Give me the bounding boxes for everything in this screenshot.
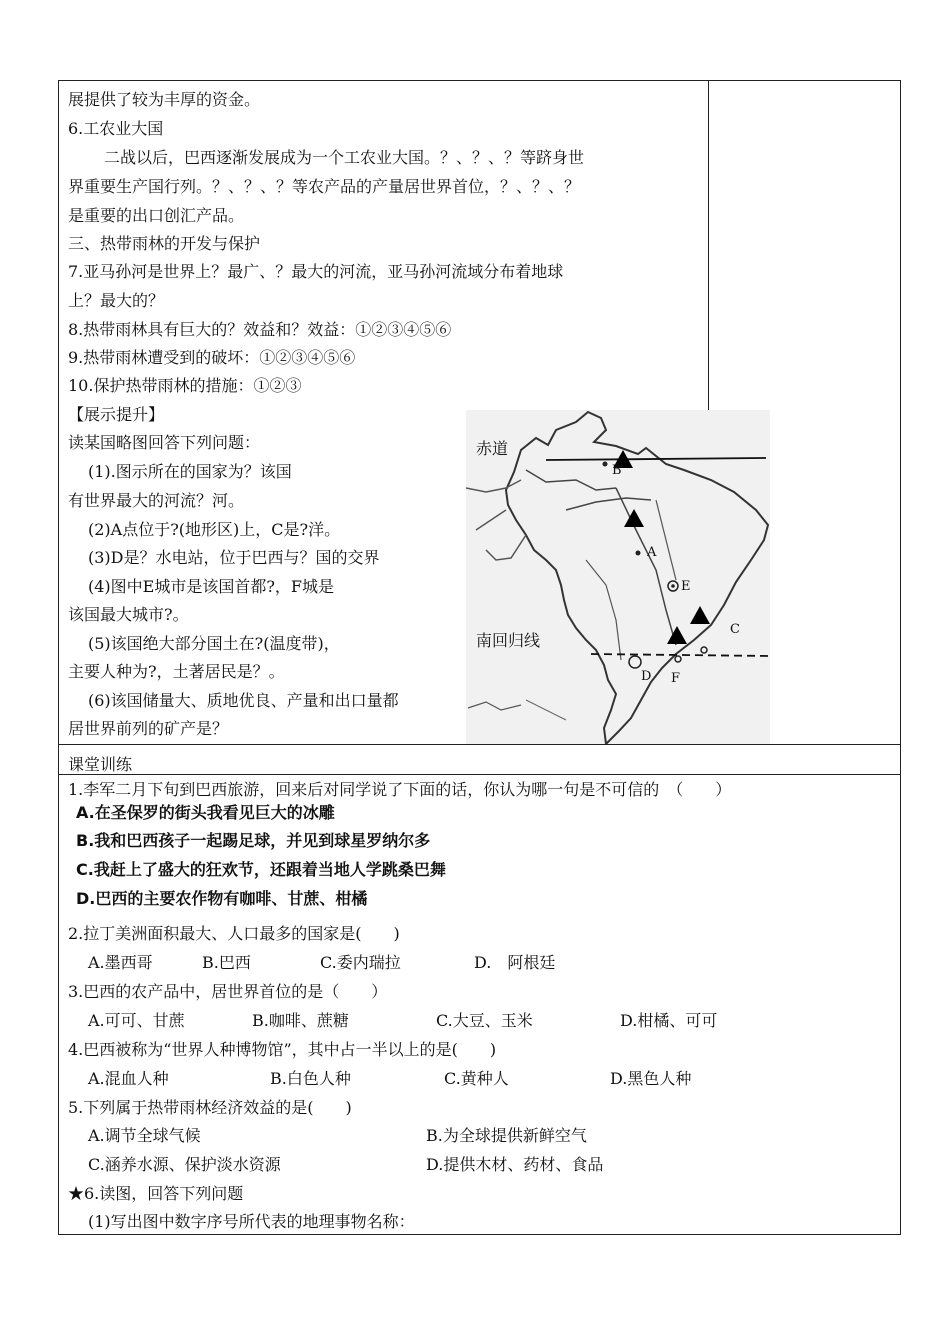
sub-question-2: (2)A点位于?(地形区)上，C是?洋。	[88, 520, 341, 539]
option-5d: D.提供木材、药材、食品	[426, 1155, 604, 1174]
option-1c: C.我赶上了盛大的狂欢节，还跟着当地人学跳桑巴舞	[76, 860, 446, 879]
option-1d: D.巴西的主要农作物有咖啡、甘蔗、柑橘	[76, 889, 368, 908]
map-label-c: C	[730, 622, 740, 637]
map-label-a: A	[647, 545, 657, 560]
section-divider-bottom	[58, 774, 901, 775]
text-line: 居世界前列的矿产是？	[68, 719, 229, 738]
show-heading: 【展示提升】	[68, 405, 165, 424]
sub-question-6: (6)该国储量大、质地优良、产量和出口量都	[88, 691, 399, 710]
sub-question-6-1: (1)写出图中数字序号所代表的地理事物名称：	[88, 1212, 415, 1231]
text-line: 该国最大城市?。	[68, 605, 189, 624]
brazil-map	[466, 410, 770, 744]
text-line: 二战以后，巴西逐渐发展成为一个工农业大国。？、？、？等跻身世	[104, 148, 585, 167]
option-4d: D.黑色人种	[610, 1069, 692, 1088]
map-label-f: F	[671, 671, 681, 686]
option-2d: D. 阿根廷	[474, 953, 556, 972]
column-divider	[708, 80, 709, 410]
sub-question-1: (1).图示所在的国家为？该国	[88, 462, 292, 481]
equator-label: 赤道	[476, 439, 509, 458]
option-2a: A.墨西哥	[88, 953, 153, 972]
sub-question-5: (5)该国绝大部分国土在?(温度带)，	[88, 634, 340, 653]
text-line: 上？最大的？	[68, 291, 165, 310]
option-3c: C.大豆、玉米	[436, 1011, 533, 1030]
option-3a: A.可可、甘蔗	[88, 1011, 185, 1030]
option-5a: A.调节全球气候	[88, 1126, 201, 1145]
sub-question-3: (3)D是？水电站，位于巴西与？国的交界	[88, 548, 380, 567]
text-line: 界重要生产国行列。？、？、？等农产品的产量居世界首位，？、？、？	[68, 177, 581, 196]
question-8: 8.热带雨林具有巨大的？效益和？效益：①②③④⑤⑥	[68, 320, 452, 339]
question-1: 1.李军二月下旬到巴西旅游，回来后对同学说了下面的话，你认为哪一句是不可信的 （ ）	[68, 780, 732, 799]
option-5c: C.涵养水源、保护淡水资源	[88, 1155, 281, 1174]
question-5: 5.下列属于热带雨林经济效益的是( )	[68, 1098, 352, 1117]
heading-3: 三、热带雨林的开发与保护	[68, 234, 261, 253]
text-line: 是重要的出口创汇产品。	[68, 206, 245, 225]
option-2c: C.委内瑞拉	[320, 953, 401, 972]
map-label-b: B	[612, 463, 622, 478]
option-2b: B.巴西	[202, 953, 251, 972]
option-3d: D.柑橘、可可	[620, 1011, 718, 1030]
option-5b: B.为全球提供新鲜空气	[426, 1126, 587, 1145]
tropic-label: 南回归线	[476, 631, 541, 650]
option-1a: A.在圣保罗的街头我看见巨大的冰雕	[76, 803, 335, 822]
map-label-d: D	[641, 669, 652, 684]
question-10: 10.保护热带雨林的措施：①②③	[68, 376, 302, 395]
text-line: 有世界最大的河流？河。	[68, 491, 245, 510]
sub-question-4: (4)图中E城市是该国首都?，F城是	[88, 577, 335, 596]
question-6: ★6.读图，回答下列问题	[68, 1184, 244, 1203]
option-3b: B.咖啡、蔗糖	[252, 1011, 349, 1030]
question-7: 7.亚马孙河是世界上？最广、？最大的河流，亚马孙河流域分布着地球	[68, 262, 564, 281]
map-label-e: E	[681, 579, 691, 594]
option-4c: C.黄种人	[444, 1069, 509, 1088]
option-4a: A.混血人种	[88, 1069, 169, 1088]
question-9: 9.热带雨林遭受到的破坏：①②③④⑤⑥	[68, 348, 356, 367]
section-title: 课堂训练	[68, 755, 133, 774]
heading-6: 6.工农业大国	[68, 119, 164, 138]
section-divider-top	[58, 744, 901, 745]
option-1b: B.我和巴西孩子一起踢足球，并见到球星罗纳尔多	[76, 831, 431, 850]
question-3: 3.巴西的农产品中，居世界首位的是（ ）	[68, 982, 388, 1001]
text-line: 展提供了较为丰厚的资金。	[68, 90, 261, 109]
text-line: 读某国略图回答下列问题：	[68, 433, 261, 452]
option-4b: B.白色人种	[270, 1069, 351, 1088]
question-4: 4.巴西被称为“世界人种博物馆”，其中占一半以上的是( )	[68, 1040, 497, 1059]
text-line: 主要人种为?，土著居民是？。	[68, 662, 285, 681]
question-2: 2.拉丁美洲面积最大、人口最多的国家是( )	[68, 924, 400, 943]
